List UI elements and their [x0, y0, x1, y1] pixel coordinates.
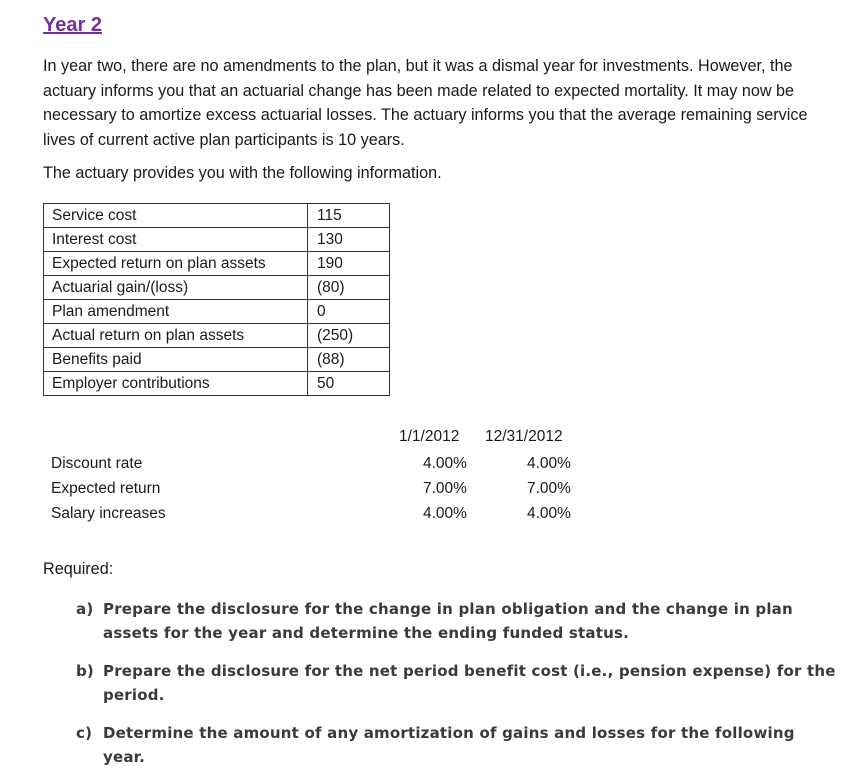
table-row — [44, 300, 390, 324]
row-value: 115 — [308, 204, 390, 228]
rates-header-end: 12/31/2012 — [485, 428, 563, 445]
rate-label: Discount rate — [51, 455, 143, 472]
question-a — [76, 597, 836, 645]
question-letter: a) — [76, 600, 94, 618]
question-b — [76, 659, 836, 707]
cost-table — [43, 203, 390, 396]
row-label: Employer contributions — [44, 372, 308, 396]
row-label: Benefits paid — [44, 348, 308, 372]
rate-end: 4.00% — [527, 455, 571, 472]
question-text: Prepare the disclosure for the net period benefit cost (i.e., pension expense) for the period. — [103, 662, 836, 704]
row-value: 0 — [308, 300, 390, 324]
question-c — [76, 721, 836, 769]
row-value: 190 — [308, 252, 390, 276]
table-row — [44, 228, 390, 252]
row-value: (80) — [308, 276, 390, 300]
row-value: (250) — [308, 324, 390, 348]
table-row — [44, 204, 390, 228]
row-label: Actuarial gain/(loss) — [44, 276, 308, 300]
table-row — [44, 372, 390, 396]
row-label: Interest cost — [44, 228, 308, 252]
rate-end: 4.00% — [527, 505, 571, 522]
row-label: Service cost — [44, 204, 308, 228]
intro-paragraph: In year two, there are no amendments to the plan, but it was a dismal year for investments. However, the actuary informs you that an actuarial change has been made related to expected mortality. It may now be necessary to amortize excess actuarial losses. The actuary informs you that the average remaining service lives of current active plan participants is 10 years. — [43, 57, 808, 149]
question-letter: b) — [76, 662, 94, 680]
table-row — [44, 324, 390, 348]
rate-label: Salary increases — [51, 505, 166, 522]
row-label: Expected return on plan assets — [44, 252, 308, 276]
question-text: Determine the amount of any amortization of gains and losses for the following year. — [103, 724, 795, 766]
question-letter: c) — [76, 724, 93, 742]
row-value: (88) — [308, 348, 390, 372]
table-row — [44, 276, 390, 300]
rates-header-start: 1/1/2012 — [399, 428, 460, 445]
row-value: 50 — [308, 372, 390, 396]
info-line: The actuary provides you with the following information. — [43, 164, 442, 182]
rate-start: 4.00% — [423, 455, 467, 472]
row-value: 130 — [308, 228, 390, 252]
rate-start: 4.00% — [423, 505, 467, 522]
table-row — [44, 252, 390, 276]
table-row — [44, 348, 390, 372]
rate-start: 7.00% — [423, 480, 467, 497]
required-label: Required: — [43, 560, 114, 578]
rate-label: Expected return — [51, 480, 161, 497]
row-label: Actual return on plan assets — [44, 324, 308, 348]
question-text: Prepare the disclosure for the change in plan obligation and the change in plan assets for the year and determine the ending funded status. — [103, 600, 793, 642]
page-title: Year 2 — [43, 14, 102, 36]
rate-end: 7.00% — [527, 480, 571, 497]
row-label: Plan amendment — [44, 300, 308, 324]
